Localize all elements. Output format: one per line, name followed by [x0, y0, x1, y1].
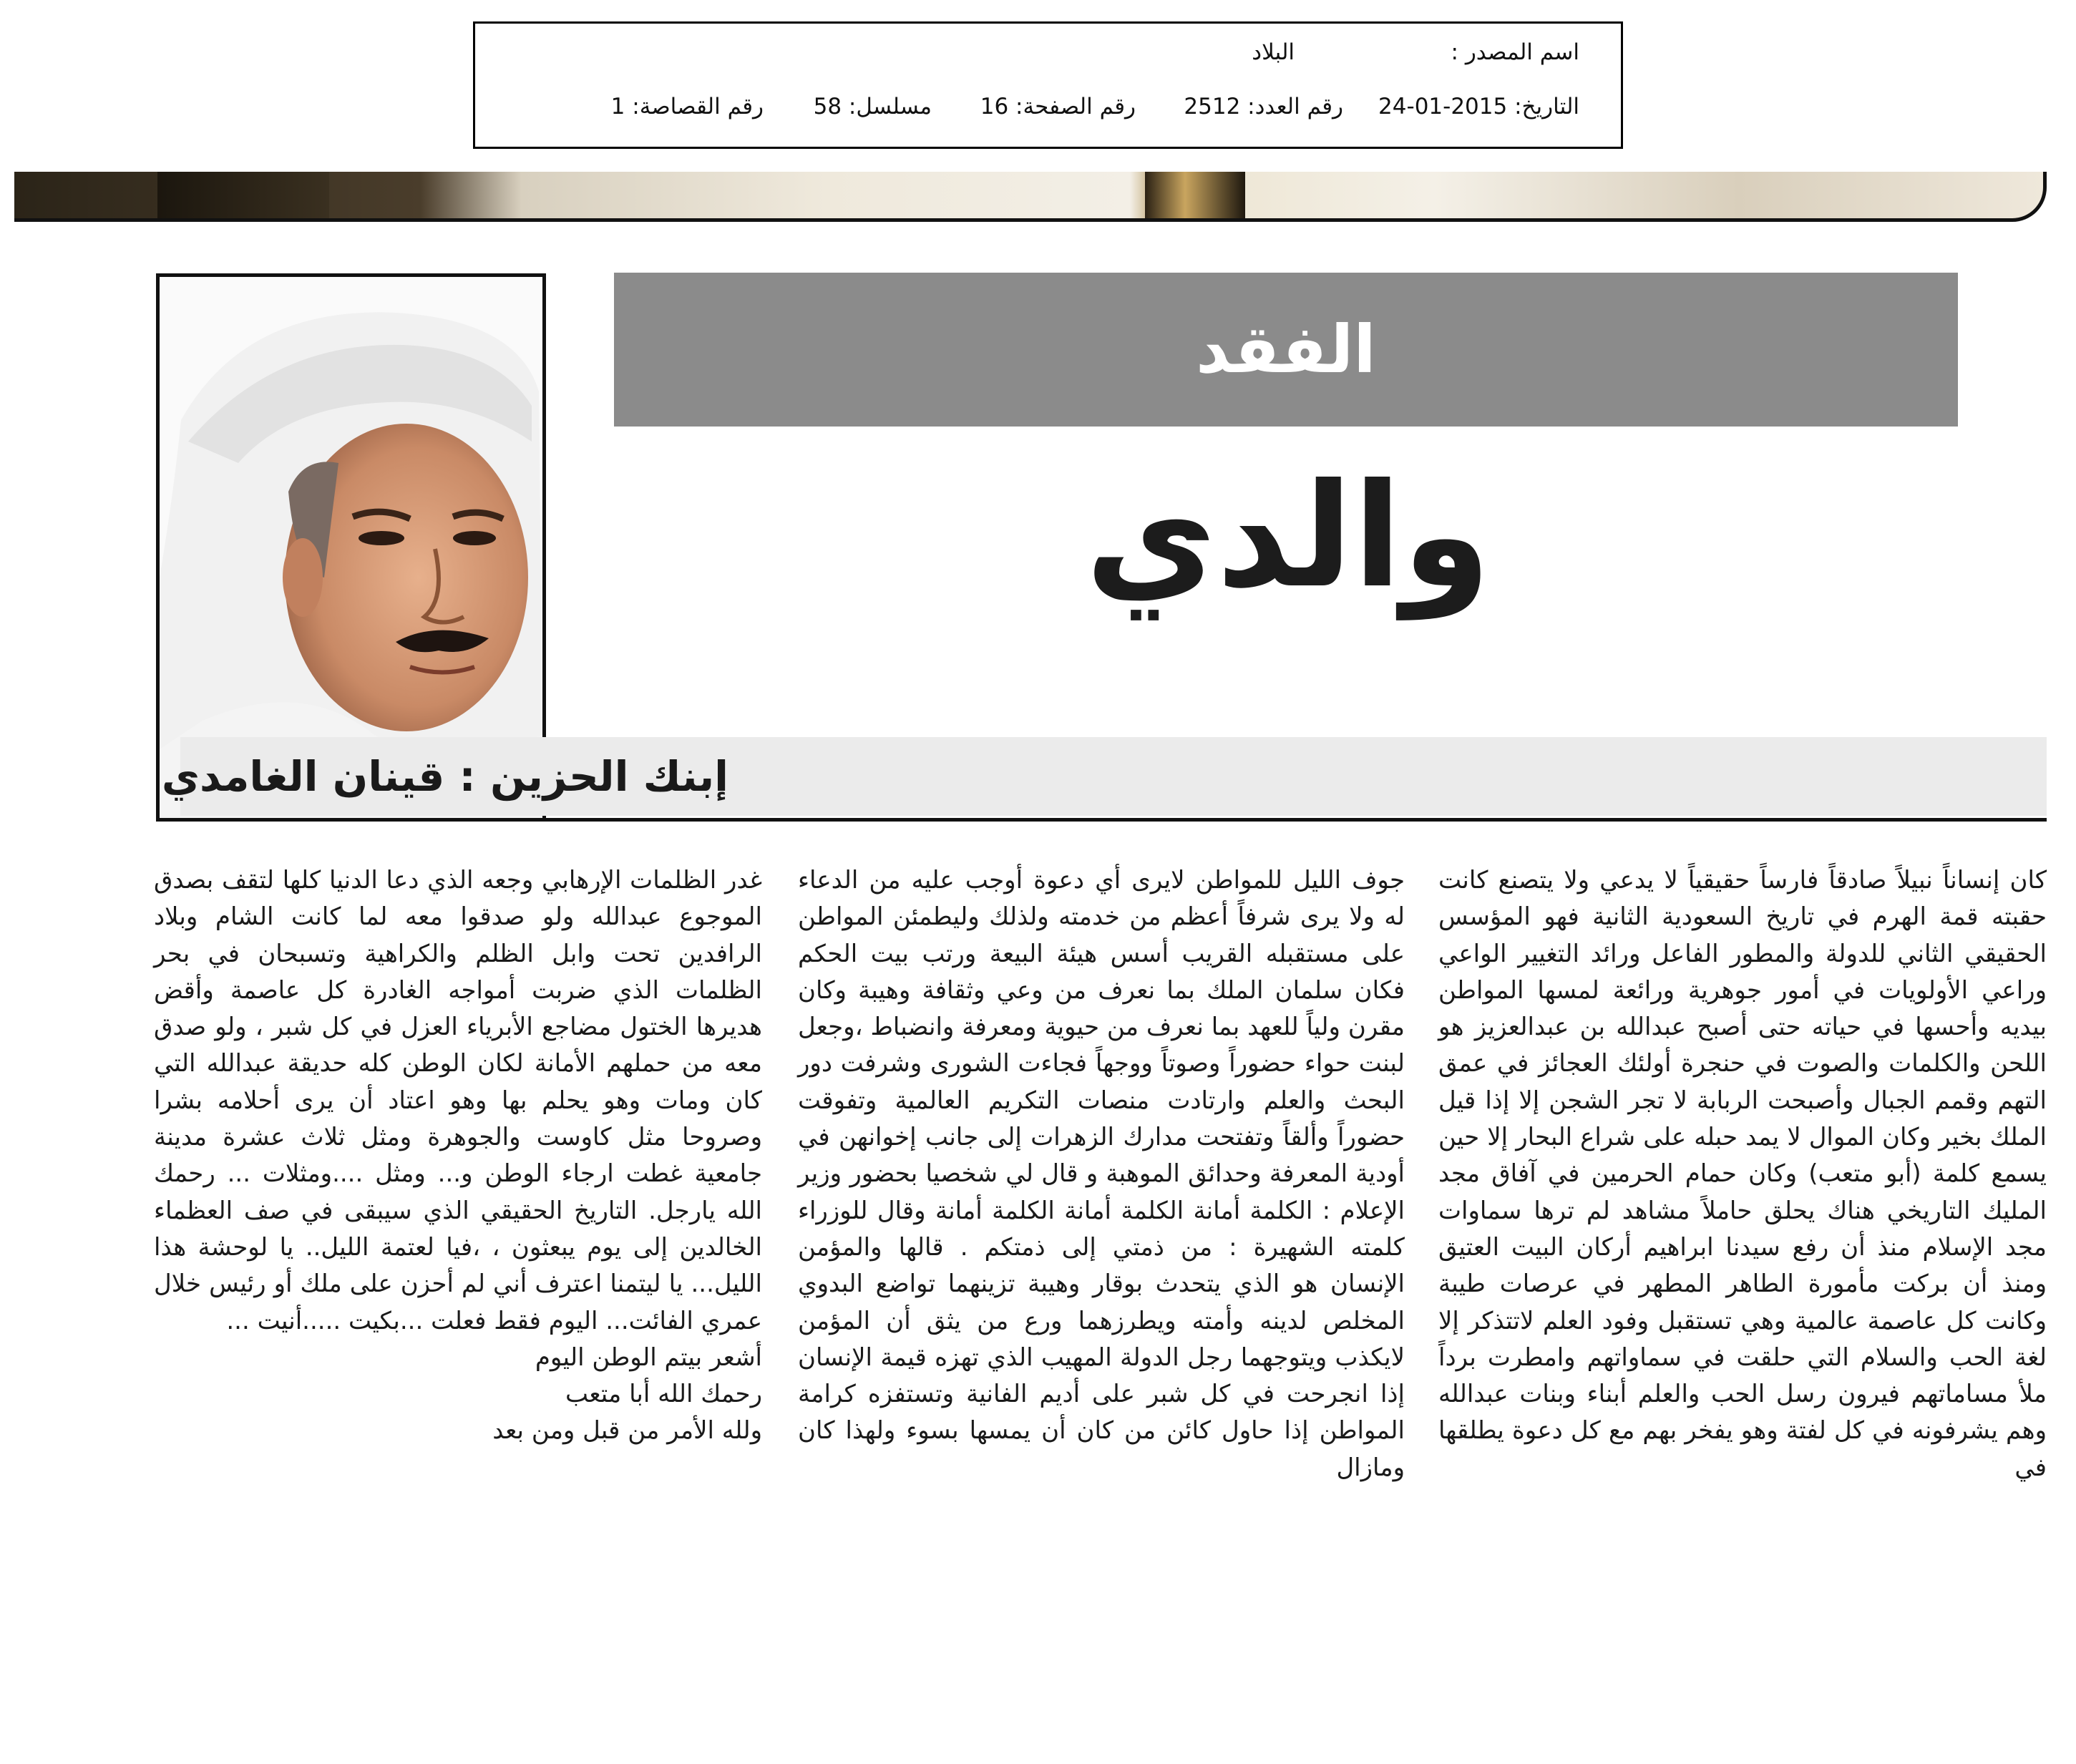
source-name-label: اسم المصدر : — [1451, 39, 1579, 65]
kicker-text: الفقد — [1196, 311, 1376, 388]
source-line-details — [504, 94, 1579, 130]
source-serial: مسلسل: 58 — [813, 94, 932, 120]
source-issue: رقم العدد: 2512 — [1184, 94, 1343, 120]
source-line-name — [504, 39, 1579, 75]
source-clipping: رقم القصاصة: 1 — [610, 94, 764, 120]
strip-shade-left — [157, 172, 329, 218]
header-divider — [156, 818, 2047, 822]
source-date: التاريخ: 2015-01-24 — [1378, 94, 1579, 120]
source-page: رقم الصفحة: 16 — [980, 94, 1136, 120]
strip-shade-mid — [1145, 172, 1245, 218]
article-column-2: جوف الليل للمواطن لايرى أي دعوة أوجب عليه من الدعاء له ولا يرى شرفاً أعظم من خدمته ولذلك وليطمئن المواطن على مستقبله القريب أسس هيئة البيعة ورتب بيت الحكم فكان سلمان الملك بما نعرف من وعي وثقافة وهيبة وكان مقرن ولياً للعهد بما نعرف من حيوية ومعرفة وانضباط ،وجعل لبنت حواء حضوراً وصوتاً ووجهاً فجاءت الشورى وشرفت دور البحث والعلم وارتادت منصات التكريم العالمية وتفوقت حضوراً وألقاً وتفتحت مدارك الزهرات إلى جانب إخوانهن في أودية المعرفة وحدائق الموهبة و قال لي شخصيا بحضور وزير الإعلام : الكلمة أمانة الكلمة أمانة الكلمة أمانة وقال للوزراء كلمته الشهيرة : من ذمتي إلى ذمتكم . قالها والمؤمن الإنسان هو الذي يتحدث بوقار وهيبة تزينهما تواضع البدوي المخلص لدينه وأمته ويطرزهما ورع من يثق أن المؤمن لايكذب ويتوجهما رجل الدولة المهيب الذي تهزه قيمة الإنسان إذا انجرحت في كل شبر على أديم الفانية وتستفزه كرامة المواطن إذا حاول كائن من كان أن يمسها بسوء ولهذا كان ومازال — [798, 866, 1405, 1482]
article-byline: إبنك الحزين : قينان الغامدي — [161, 752, 728, 801]
article-kicker — [614, 273, 1958, 427]
source-name-value: البلاد — [1252, 39, 1295, 65]
header-photo-strip — [14, 172, 2047, 222]
source-info-box — [473, 21, 1623, 149]
article-column-3: غدر الظلمات الإرهابي وجعه الذي دعا الدنيا كلها لتقف بصدق الموجوع عبدالله ولو صدقوا معه لما كانت الشام وبلاد الرافدين تحت وابل الظلم والكراهية وتسبحان في بحر الظلمات الذي ضربت أمواجه الغادرة كل عاصمة وأقض هديرها الختول مضاجع الأبرياء العزل في كل شبر ، ولو صدق معه من حملهم الأمانة لكان الوطن كله حديقة عبدالله التي كان ومات وهو يحلم بها وهو اعتاد أن يرى أحلامه بشرا وصروحا مثل كاوست والجوهرة ومثل ثلاث عشرة مدينة جامعية غطت ارجاء الوطن و... ومثل ....ومثلات ... رحمك الله يارجل. التاريخ الحقيقي الذي سيبقى في صف العظماء الخالدين إلى يوم يبعثون ، ،فيا لعتمة الليل.. يا لوحشة هذا الليل... يا ليتمنا اعترف أني لم أحزن على ملك أو رئيس خلال عمري الفائت... اليوم فقط فعلت ...بكيت .....أنيت ... أشعر بيتم الوطن اليوم رحمك الله أبا متعب ولله الأمر من قبل ومن بعد — [154, 866, 762, 1446]
article-title: والدي — [1085, 453, 1491, 620]
article-column-1: كان إنساناً نبيلاً صادقاً فارساً حقيقياً لا يدعي ولا يتصنع كانت حقبته قمة الهرم في تاريخ السعودية الثانية فهو المؤسس الحقيقي الثاني للدولة والمطور الفاعل ورائد التغيير الواعي وراعي الأولويات في أمور جوهرية ورائعة لمسها المواطن بيديه وأحسها في حياته حتى أصبح عبدالله بن عبدالعزيز هو اللحن والكلمات والصوت في حنجرة أولئك العجائز في عمق التهم وقمم الجبال وأصبحت الربابة لا تجر الشجن إلا إذا قيل الملك بخير وكان الموال لا يمد حبله على شراع البحار إلا حين يسمع كلمة (أبو متعب) وكان حمام الحرمين في آفاق مجد المليك التاريخي هناك يحلق حاملاً مشاهد لم ترها سماوات مجد الإسلام منذ أن رفع سيدنا ابراهيم أركان البيت العتيق ومنذ أن بركت مأمورة الطاهر المطهر في عرصات طيبة وكانت كل عاصمة عالمية وهي تستقبل وفود العلم لاتتذكر إلا لغة الحب والسلام التي حلقت في سماواتهم وامطرت برداً ملأ مساماتهم فيرون رسل الحب والعلم أبناء وبنات عبدالله وهم يشرفونه في كل لفتة وهو يفخر بهم مع كل دعوة يطلقها في — [1438, 866, 2047, 1482]
